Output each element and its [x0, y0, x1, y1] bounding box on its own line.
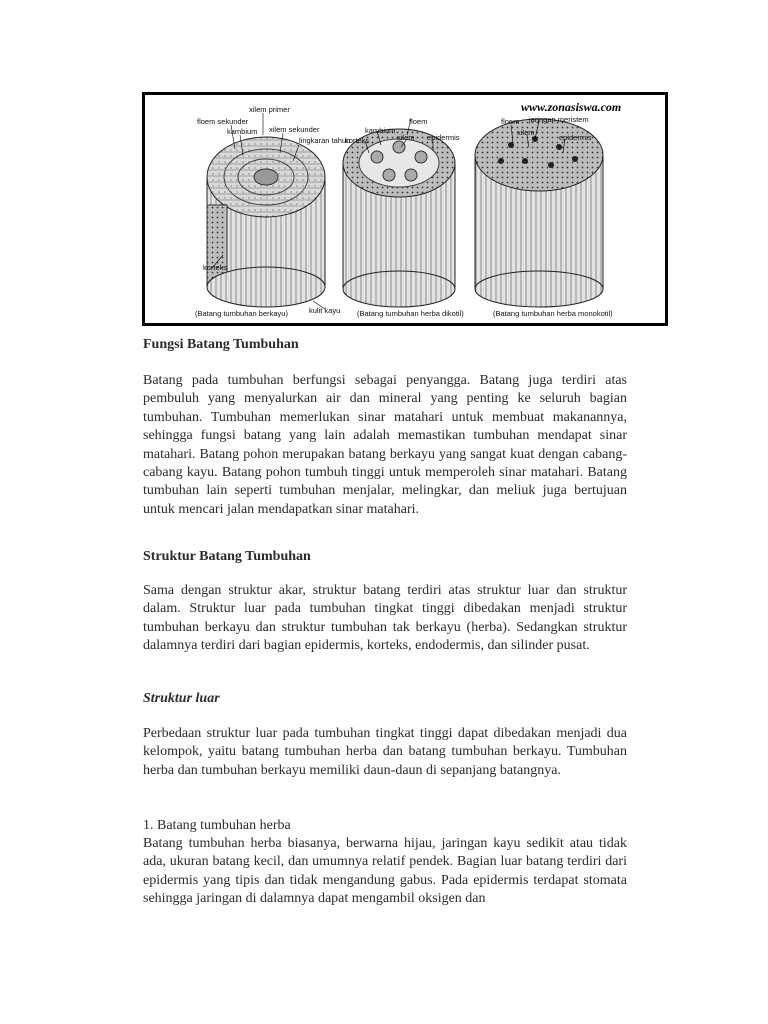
label-floem-dicot: floem: [409, 117, 428, 126]
label-jaringan-meristem: jaringan meristem: [529, 115, 589, 124]
label-xilem-dicot: xilem: [397, 133, 415, 142]
label-korteks-woody: korteks: [203, 263, 228, 272]
caption-monocot-stem: (Batang tumbuhan herba monokotil): [493, 309, 613, 318]
woody-stem-drawing: [207, 137, 325, 307]
label-floem-sekunder: floem sekunder: [197, 117, 249, 126]
label-korteks-dicot: korteks: [345, 136, 370, 145]
heading-struktur-luar: Struktur luar: [143, 691, 220, 706]
watermark-text: www.zonasiswa.com: [521, 100, 622, 114]
heading-fungsi-batang: Fungsi Batang Tumbuhan: [143, 337, 299, 352]
label-floem-monocot: floem: [501, 117, 520, 126]
label-xilem-monocot: xilem: [517, 128, 535, 137]
label-lingkaran-tahun: lingkaran tahun: [299, 136, 351, 145]
monocot-stem-drawing: [475, 119, 603, 307]
caption-woody-stem: (Batang tumbuhan berkayu): [195, 309, 288, 318]
label-kulit-kayu: kulit kayu: [309, 306, 341, 315]
label-kambium-dicot: kambium: [365, 126, 396, 135]
label-kambium-woody: kambium: [227, 127, 258, 136]
stem-diagram: [145, 95, 665, 323]
label-xilem-primer: xilem primer: [249, 105, 290, 114]
label-epidermis-monocot: epidermis: [559, 133, 592, 142]
paragraph-batang-herba: Batang tumbuhan herba biasanya, berwarna hijau, jaringan kayu sedikit atau tidak ada, ukuran batang kecil, dan umumnya relatif pendek. Bagian luar batang terdiri dari epidermis yang tipis dan tidak mengandung gabus. Pada epidermis terdapat stomata sehingga jaringan di dalamnya dapat mengambil oksigen dan: [143, 836, 627, 907]
stem-structure-illustration: [142, 92, 668, 326]
caption-dicot-stem: (Batang tumbuhan herba dikotil): [357, 309, 464, 318]
paragraph-struktur-luar: Perbedaan struktur luar pada tumbuhan tingkat tinggi dapat dibedakan menjadi dua kelompok, yaitu batang tumbuhan herba dan batang tumbuhan berkayu. Tumbuhan herba dan tumbuhan berkayu memiliki daun-daun di sepanjang batangnya.: [143, 726, 627, 778]
label-xilem-sekunder: xilem sekunder: [269, 125, 320, 134]
dicot-stem-drawing: [343, 129, 455, 307]
paragraph-fungsi-batang: Batang pada tumbuhan berfungsi sebagai penyangga. Batang juga terdiri atas pembuluh yang menyalurkan air dan mineral yang penting ke seluruh bagian tumbuhan. Tumbuhan memerlukan sinar matahari untuk membuat makanannya, sehingga fungsi batang yang lain adalah memastikan tumbuhan mendapat sinar matahari. Batang pohon merupakan batang berkayu yang sangat kuat dengan cabang-cabang kayu. Batang pohon tumbuh tinggi untuk memperoleh sinar matahari. Batang tumbuhan lain seperti tumbuhan menjalar, melingkar, dan meliuk juga bertujuan untuk mencari jalan mendapatkan sinar matahari.: [143, 373, 627, 517]
heading-struktur-batang: Struktur Batang Tumbuhan: [143, 549, 311, 564]
paragraph-struktur-batang: Sama dengan struktur akar, struktur batang terdiri atas struktur luar dan struktur dalam. Struktur luar pada tumbuhan tingkat tinggi dibedakan menjadi struktur tumbuhan berkayu dan struktur tumbuhan tak berkayu (herba). Sedangkan struktur dalamnya terdiri dari bagian epidermis, korteks, endodermis, dan silinder pusat.: [143, 583, 627, 654]
list-item-batang-herba-title: 1. Batang tumbuhan herba: [143, 818, 291, 833]
label-epidermis-dicot: epidermis: [427, 133, 460, 142]
